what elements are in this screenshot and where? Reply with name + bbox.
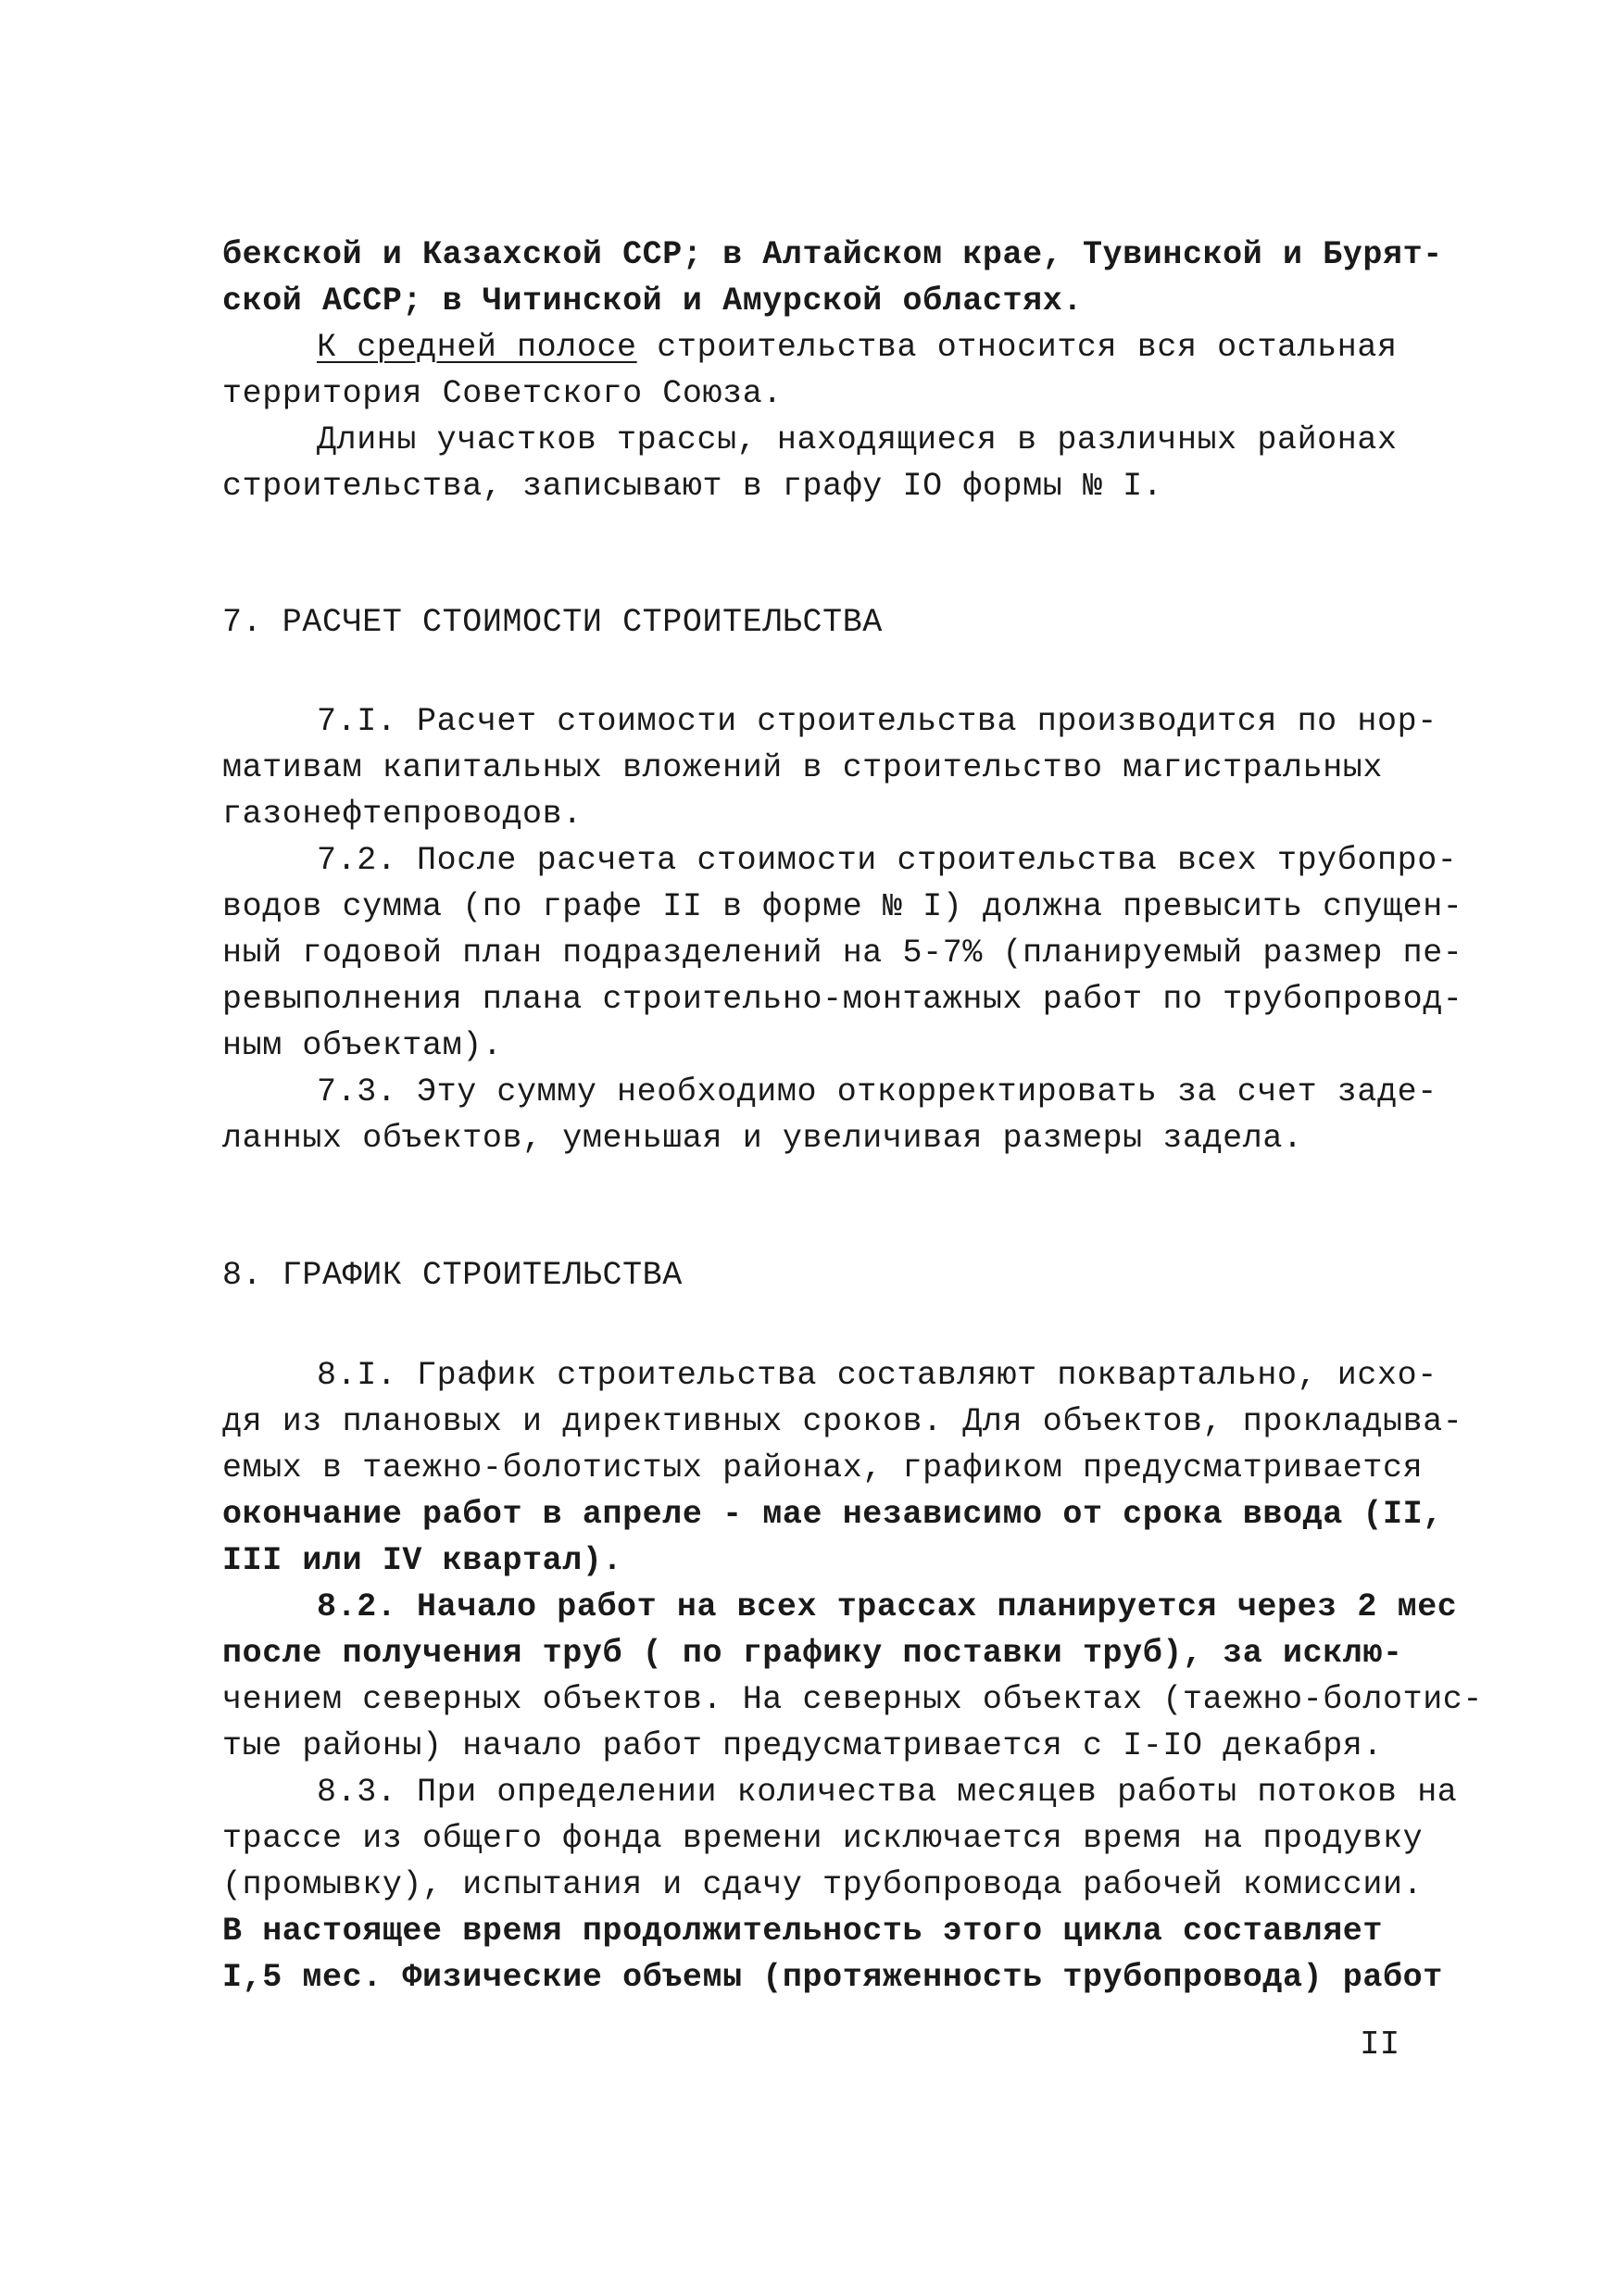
text-line: ланных объектов, уменьшая и увеличивая размеры задела. — [222, 1120, 1303, 1157]
text-line: (промывку), испытания и сдачу трубопровода рабочей комиссии. — [222, 1866, 1424, 1903]
text-line: ный годовой план подразделений на 5-7% (планируемый размер пе- — [222, 935, 1463, 972]
text-line: 8.3. При определении количества месяцев работы потоков на — [317, 1774, 1458, 1811]
text-line: территория Советского Союза. — [222, 375, 783, 412]
text-line: I,5 мес. Физические объемы (протяженность трубопровода) работ — [222, 1959, 1443, 1996]
section-heading: 7. РАСЧЕТ СТОИМОСТИ СТРОИТЕЛЬСТВА — [222, 604, 883, 641]
text-line: 7.3. Эту сумму необходимо откорректировать за счет заде- — [317, 1073, 1437, 1110]
text-line: дя из плановых и директивных сроков. Для объектов, прокладыва- — [222, 1403, 1463, 1440]
text-line: 7.2. После расчета стоимости строительства всех трубопро- — [317, 842, 1458, 879]
text-line: бекской и Казахской ССР; в Алтайском крае, Тувинской и Бурят- — [222, 236, 1443, 273]
text-line: 8.I. График строительства составляют поквартально, исхо- — [317, 1357, 1437, 1394]
text-line: 7.I. Расчет стоимости строительства производится по нор- — [317, 703, 1437, 740]
text-line: газонефтепроводов. — [222, 796, 583, 833]
text-line: трассе из общего фонда времени исключается время на продувку — [222, 1820, 1424, 1857]
text-line: после получения труб ( по графику поставки труб), за исклю- — [222, 1635, 1403, 1672]
text-line: мативам капитальных вложений в строительство магистральных — [222, 749, 1383, 786]
text-line: тые районы) начало работ предусматривается с I-IO декабря. — [222, 1727, 1383, 1764]
text-line: III или IV квартал). — [222, 1542, 623, 1579]
text-line: чением северных объектов. На северных объектах (таежно-болотис- — [222, 1681, 1484, 1718]
page-number: II — [1360, 2026, 1400, 2064]
text-line: емых в таежно-болотистых районах, графиком предусматривается — [222, 1449, 1424, 1487]
section-heading: 8. ГРАФИК СТРОИТЕЛЬСТВА — [222, 1257, 683, 1294]
text-line: В настоящее время продолжительность этого цикла составляет — [222, 1913, 1383, 1950]
text-line: ской АССР; в Читинской и Амурской областях. — [222, 282, 1083, 320]
text-line: ревыполнения плана строительно-монтажных работ по трубопровод- — [222, 981, 1463, 1018]
text-fragment: строительства относится вся остальная — [636, 329, 1398, 366]
text-line: окончание работ в апреле - мае независимо от срока ввода (II, — [222, 1496, 1443, 1533]
text-line — [317, 329, 1398, 366]
underlined-term: К средней полосе — [317, 329, 637, 366]
text-line: ным объектам). — [222, 1027, 503, 1064]
text-line: водов сумма (по графе II в форме № I) должна превысить спущен- — [222, 888, 1463, 925]
text-line: 8.2. Начало работ на всех трассах планируется через 2 мес — [317, 1588, 1458, 1625]
text-line: Длины участков трассы, находящиеся в различных районах — [317, 421, 1398, 458]
text-line: строительства, записывают в графу IO формы № I. — [222, 468, 1163, 505]
